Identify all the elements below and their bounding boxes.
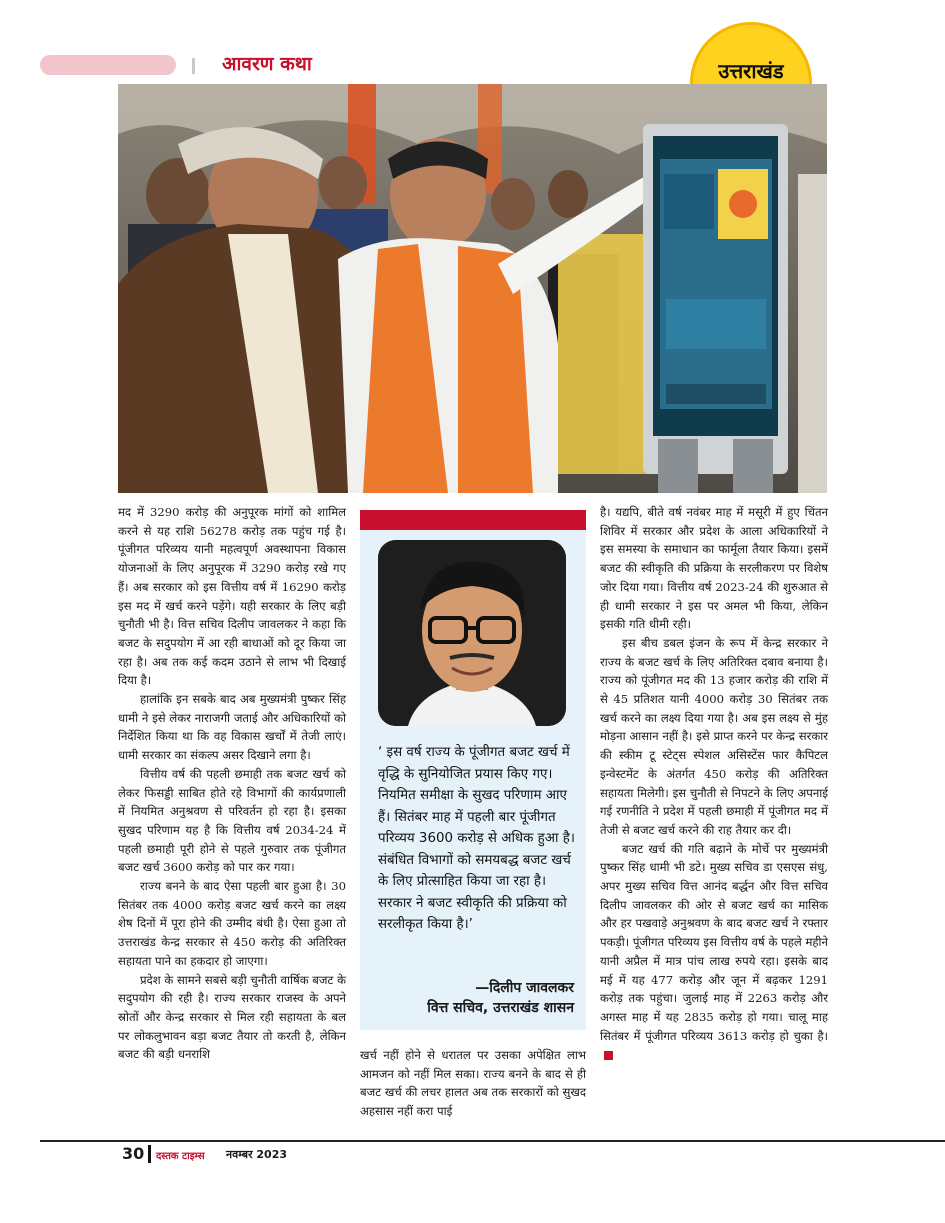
badge-state-name: उत्तराखंड <box>718 59 784 83</box>
quote-author-name: —दिलीप जावलकर <box>475 980 574 996</box>
lead-photo <box>118 84 827 493</box>
middle-text-continuation: खर्च नहीं होने से धरातल पर उसका अपेक्षित लाभ आमजन को नहीं मिल सका। राज्य बनने के बाद से ही बजट खर्च की लचर हालत अब तक सरकारों को सुखद अहसास नहीं करा पाई <box>360 1048 586 1119</box>
portrait-photo <box>378 540 566 726</box>
lead-photo-illustration <box>118 84 827 493</box>
paragraph: मद में 3290 करोड़ की अनुपूरक मांगों को शामिल करने से यह राशि 56278 करोड़ तक पहुंच गई है। पूंजीगत परिव्यय यानी महत्वपूर्ण अवस्थापना विकास योजनाओं के लिए अनुपूरक में 3290 करोड़ रखे गए हैं। अब सरकार को इस वित्तीय वर्ष में 16290 करोड़ इस मद में खर्च करने पड़ेंगे। यही सरकार के लिए बड़ी चुनौती भी है। वित्त सचिव दिलीप जावलकर ने कहा कि बजट के सदुपयोग में आ रही बाधाओं को दूर किया जा रहा है। अब तक कई कदम उठाने से लाभ भी दिखाई दिया है। <box>118 505 346 688</box>
paragraph: प्रदेश के सामने सबसे बड़ी चुनौती वार्षिक बजट के सदुपयोग की रही है। राज्य सरकार राजस्व के अपने स्रोतों और केन्द्र सरकार से मिल रही सहायता के बल पर लोकलुभावन बड़ा बजट तैयार तो करती है, लेकिन बजट की बड़ी धनराशि <box>118 972 346 1062</box>
issue-date: नवम्बर 2023 <box>226 1148 288 1161</box>
footer-rule <box>40 1140 945 1142</box>
pull-quote: ‘ इस वर्ष राज्य के पूंजीगत बजट खर्च में वृद्धि के सुनियोजित प्रयास किए गए। नियमित समीक्षा के सुखद परिणाम आए हैं। सितंबर माह में पहली बार पूंजीगत परिव्यय 3600 करोड़ से अधिक हुआ है। संबंधित विभागों को समयबद्ध बजट खर्च के लिए प्रोत्साहित किया जा रहा है। सरकार ने बजट स्वीकृति की प्रक्रिया को सरलीकृत किया है।’ <box>378 745 575 932</box>
paragraph: राज्य बनने के बाद ऐसा पहली बार हुआ है। 30 सितंबर तक 4000 करोड़ बजट खर्च करने का लक्ष्य शेष दिनों में पूरा होने की उम्मीद बंधी है। ऐसा हुआ तो उत्तराखंड केन्द्र सरकार से 450 करोड़ की अतिरिक्त सहायता पाने का हकदार हो जाएगा। <box>118 879 346 968</box>
paragraph: इस बीच डबल इंजन के रूप में केन्द्र सरकार ने राज्य के बजट खर्च के लिए अतिरिक्त दबाव बनाया है। राज्य को पूंजीगत मद की 13 हजार करोड़ की राशि में से 45 प्रतिशत यानी 4000 करोड़ 30 सितंबर तक खर्च करने का लक्ष्य दिया गया है। अब इस लक्ष्य से मुंह मोड़ना आसान नहीं है। इसे प्राप्त करने पर केन्द्र सरकार की स्कीम टू स्टेट्स स्पेशल असिस्टेंस फार कैपिटल इन्वेस्टमेंट के अंतर्गत 450 करोड़ की अतिरिक्त सहायता मिलेगी। इस चुनौती से निपटने के लिए अपनाई गई रणनीति ने प्रदेश में पहली छमाही में पूंजीगत मद में तेजी से बजट खर्च करने की राह तैयार कर दी। <box>600 635 828 837</box>
paragraph: हालांकि इन सबके बाद अब मुख्यमंत्री पुष्कर सिंह धामी ने इसे लेकर नाराजगी जताई और अधिकारियों को निर्देशित किया था कि वह विकास खर्चों में तेजी लाएं। धामी सरकार का संकल्प असर दिखाने लगा है। <box>118 692 346 763</box>
portrait-illustration <box>378 540 566 726</box>
paragraph <box>600 840 828 1064</box>
right-text-column <box>600 503 828 1064</box>
magazine-logo: दस्तक टाइम्स <box>156 1151 205 1162</box>
section-title: आवरण कथा <box>222 53 312 75</box>
quote-box-accent <box>360 510 586 530</box>
paragraph: है। यद्यपि, बीते वर्ष नवंबर माह में मसूरी में हुए चिंतन शिविर में सरकार और प्रदेश के आला अधिकारियों ने इस समस्या के समाधान का फार्मूला तैयार किया। इसमें बजट की स्वीकृति की प्रक्रिया के सरलीकरण पर विशेष जोर दिया गया। वित्तीय वर्ष 2023-24 की शुरुआत से ही धामी सरकार ने इस पर अमल भी किया, लेकिन इसकी गति धीमी रही। <box>600 505 828 632</box>
end-of-article-mark <box>604 1051 613 1060</box>
page-number: 30 <box>122 1144 145 1163</box>
paragraph: वित्तीय वर्ष की पहली छमाही तक बजट खर्च को लेकर फिसड्डी साबित होते रहे विभागों की कार्यप्रणाली में नियमित अनुश्रवण से परिवर्तन हो रहा है। इसका सुखद परिणाम यह है कि वित्तीय वर्ष 2034-24 में पहली छमाही पूरी होने से पहले गुरुवार तक पूंजीगत बजट खर्च 3600 करोड़ को पार कर गया। <box>118 766 346 875</box>
header-accent-bar <box>40 55 176 75</box>
left-text-column <box>118 503 346 1064</box>
footer-separator <box>148 1145 151 1163</box>
header-separator <box>192 58 195 74</box>
quote-author-title: वित्त सचिव, उत्तराखंड शासन <box>427 1000 574 1016</box>
paragraph-text: बजट खर्च की गति बढ़ाने के मोर्चे पर मुख्यमंत्री पुष्कर सिंह धामी भी डटे। मुख्य सचिव डा एसएस संधु, अपर मुख्य सचिव वित्त आनंद बर्द्धन और वित्त सचिव दिलीप जावलकर की ओर से बजट खर्च का मासिक और हर पखवाड़े अनुश्रवण के बाद बजट खर्च ने रफ्तार पकड़ी। पूंजीगत परिव्यय इस वित्तीय वर्ष के पहले महीने यानी अप्रैल में मात्र पांच लाख रुपये रहा। इसके बाद मई में यह 477 करोड़ और जून में बढ़कर 1291 करोड़ तक पहुंचा। जुलाई माह में 2263 करोड़ और अगस्त माह में यह 2835 करोड़ हो गया। चालू माह सितंबर में पूंजीगत परिव्यय 3613 करोड़ हो चुका है। <box>600 841 828 1043</box>
